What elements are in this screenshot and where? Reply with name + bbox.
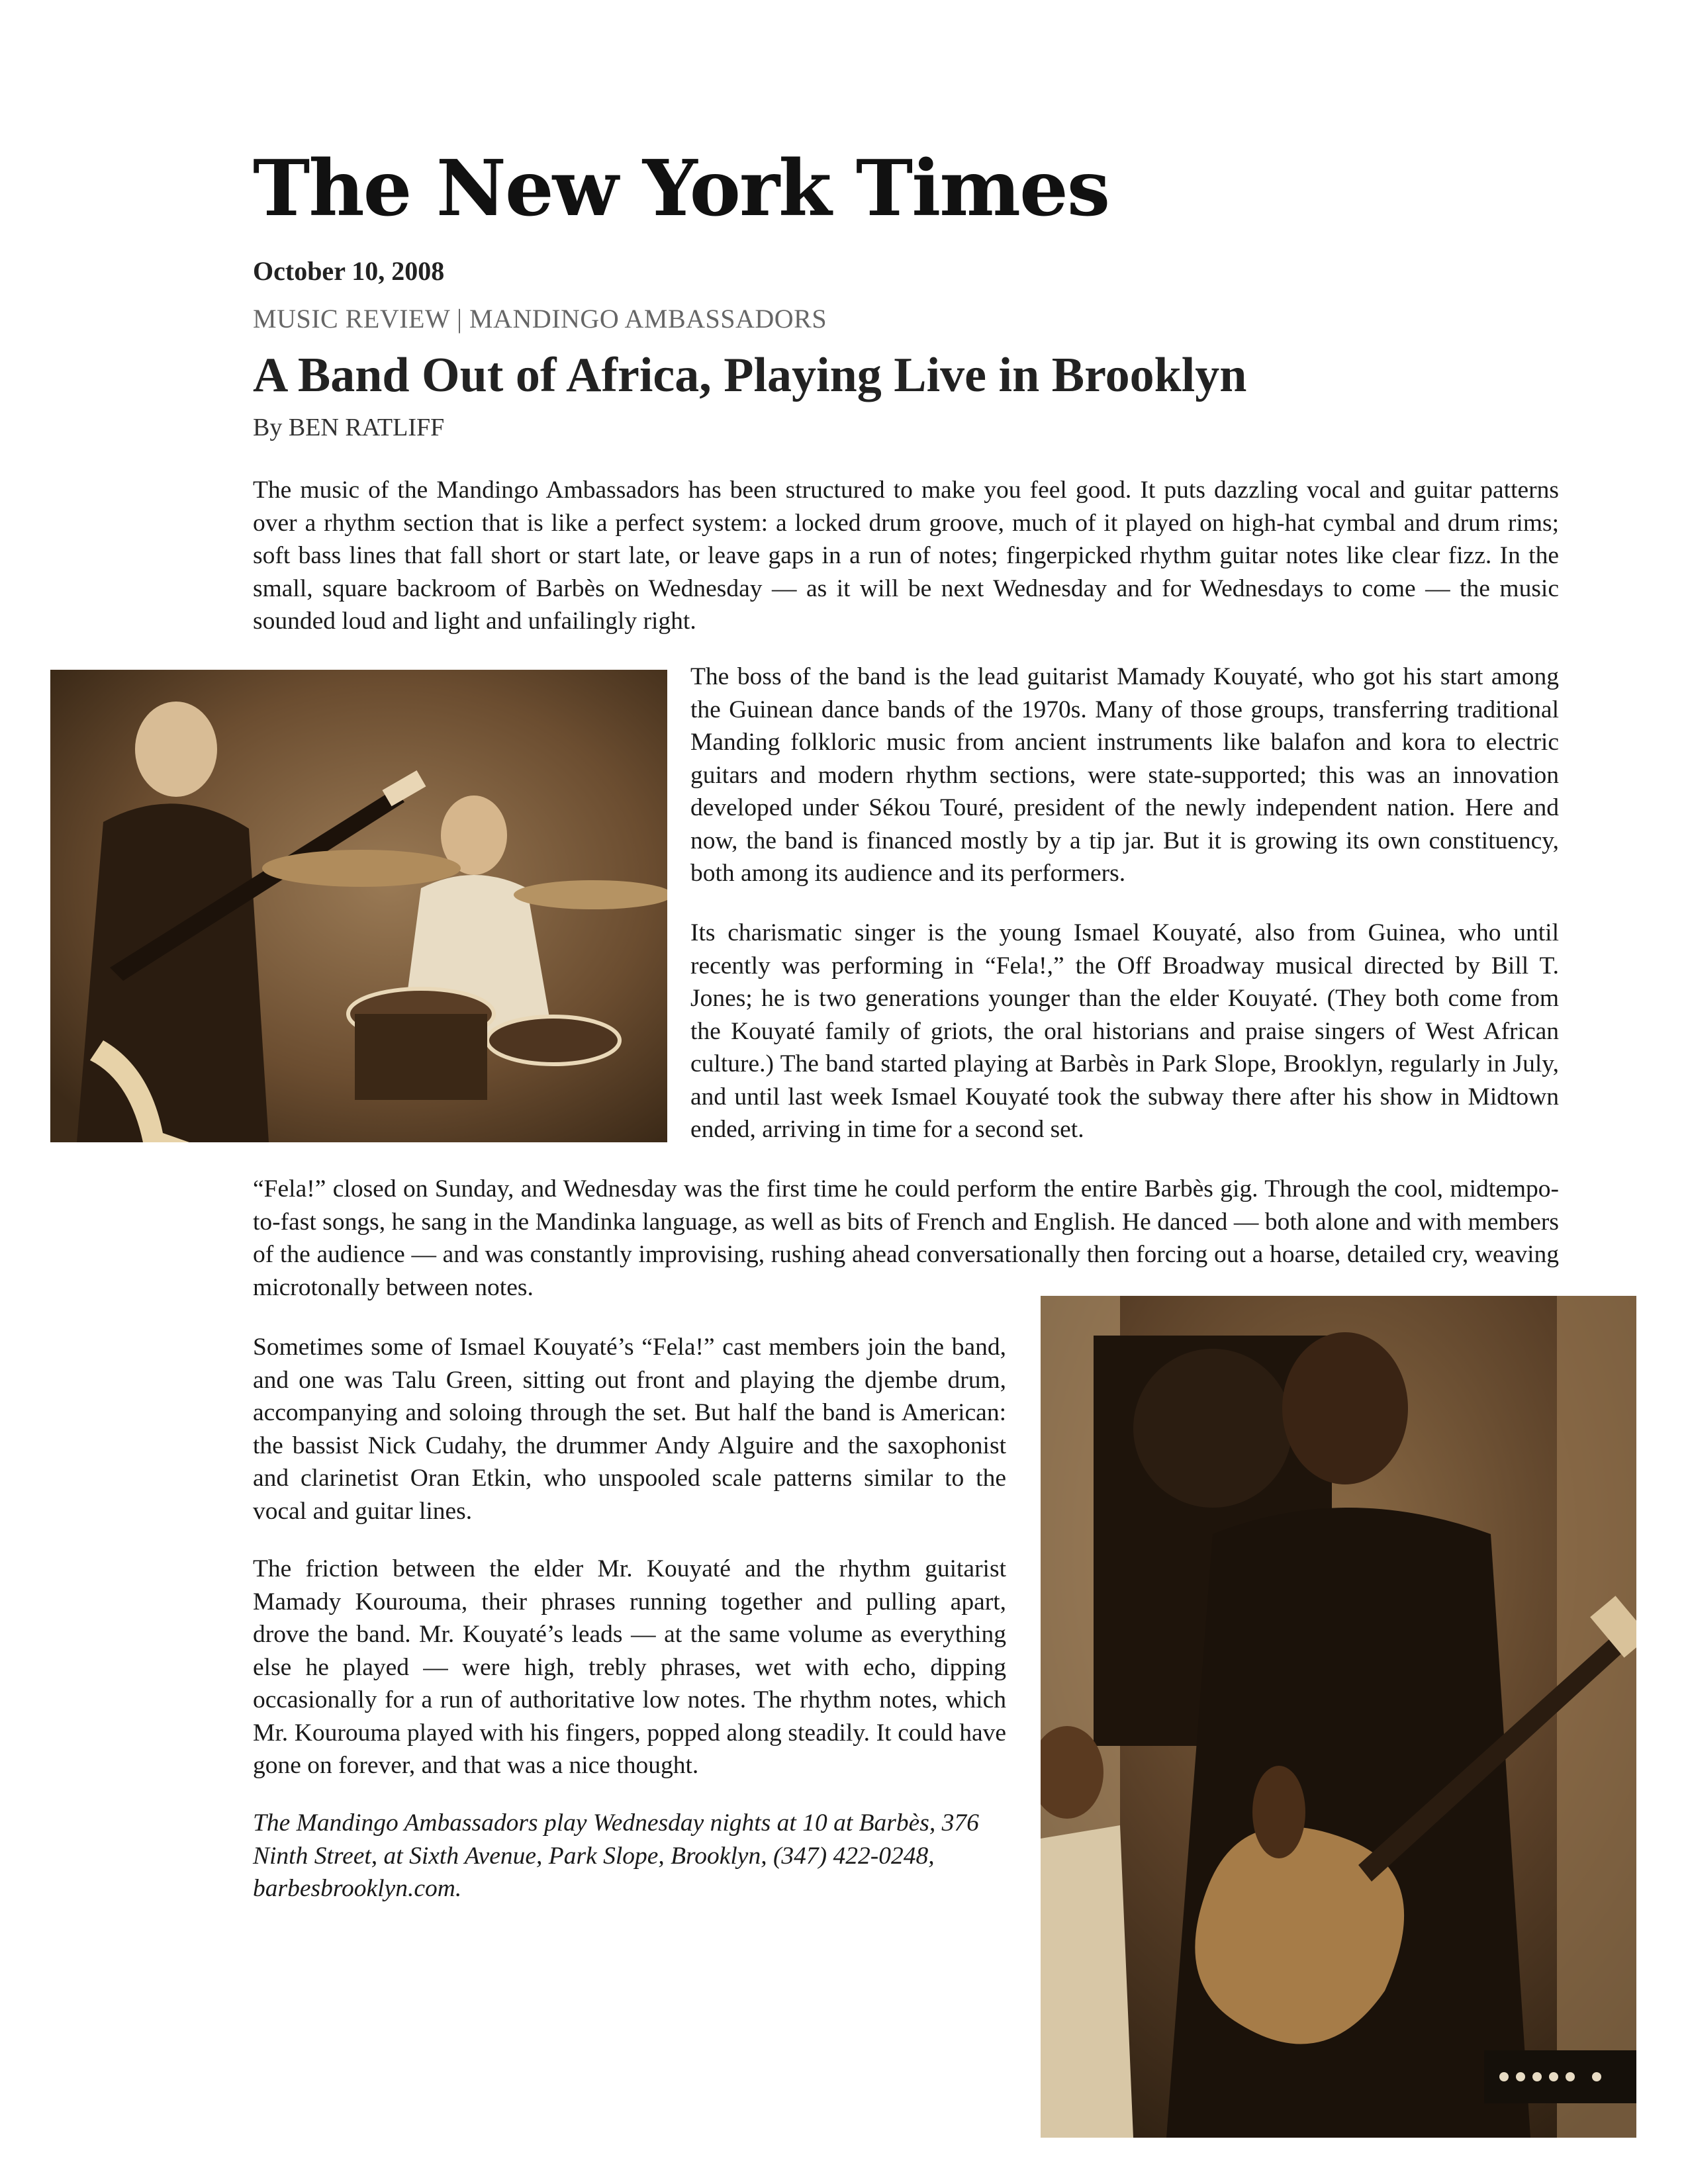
article-paragraph: The music of the Mandingo Ambassadors has been structured to make you feel good. It puts dazzling vocal and guitar patterns over a rhythm section that is like a perfect system: a locked drum groove, much of it played on high-hat cymbal and drum rims; soft bass lines that fall short or start late, or leave gaps in a run of notes; fingerpicked rhythm guitar notes like clear fizz. In the small, square backroom of Barbès on Wednesday — as it will be next Wednesday and for Wednesdays to come — the music sounded loud and light and unfailingly right.: [253, 477, 1559, 635]
band-photo-bassist-drummer: [50, 670, 667, 1142]
article-byline: By BEN RATLIFF: [253, 414, 445, 441]
article-paragraph: The friction between the elder Mr. Kouyaté and the rhythm guitarist Mamady Kourouma, their phrases running together and pulling apart, drove the band. Mr. Kouyaté’s leads — at the same volume as everything else he played — were high, trebly phrases, wet with echo, dipping occasionally for a run of authoritative low notes. The rhythm notes, which Mr. Kourouma played with his fingers, popped along steadily. It could have gone on forever, and that was a nice thought.: [253, 1555, 1006, 1779]
article-paragraph: Its charismatic singer is the young Ismael Kouyaté, also from Guinea, who until recently was performing in “Fela!,” the Off Broadway musical directed by Bill T. Jones; he is two generations younger than the elder Kouyaté. (They both come from the Kouyaté family of griots, the oral historians and praise singers of West African culture.) The band started playing at Barbès in Park Slope, Brooklyn, regularly in July, and until last week Ismael Kouyaté took the subway there after his show in Midtown ended, arriving in time for a second set.: [690, 919, 1559, 1143]
article-paragraph: “Fela!” closed on Sunday, and Wednesday was the first time he could perform the entire Barbès gig. Through the cool, midtempo-to-fast songs, he sang in the Mandinka language, as well as bits of French and English. He danced — both alone and with members of the audience — and was constantly improvising, rushing ahead conversationally then forcing out a hoarse, detailed cry, weaving microtonally between notes.: [253, 1175, 1559, 1301]
section-kicker: MUSIC REVIEW | MANDINGO AMBASSADORS: [253, 304, 827, 334]
venue-info-note: The Mandingo Ambassadors play Wednesday nights at 10 at Barbès, 376 Ninth Street, at Sixth Avenue, Park Slope, Brooklyn, (347) 422-0248, barbesbrooklyn.com.: [253, 1809, 979, 1902]
guitarist-photo: [1041, 1296, 1636, 2138]
article-paragraph: The boss of the band is the lead guitarist Mamady Kouyaté, who got his start among the Guinean dance bands of the 1970s. Many of those groups, transferring traditional Manding folkloric music from ancient instruments like balafon and kora to electric guitars and modern rhythm sections, were state-supported; this was an innovation developed under Sékou Touré, president of the newly independent nation. Here and now, the band is financed mostly by a tip jar. But it is growing its own constituency, both among its audience and its performers.: [690, 663, 1559, 887]
article-date: October 10, 2008: [253, 256, 445, 286]
newspaper-masthead: The New York Times: [253, 144, 1109, 234]
article-headline: A Band Out of Africa, Playing Live in Brooklyn: [253, 348, 1247, 402]
article-paragraph: Sometimes some of Ismael Kouyaté’s “Fela!” cast members join the band, and one was Talu Green, sitting out front and playing the djembe drum, accompanying and soloing through the set. But half the band is American: the bassist Nick Cudahy, the drummer Andy Alguire and the saxophonist and clarinetist Oran Etkin, who unspooled scale patterns similar to the vocal and guitar lines.: [253, 1334, 1006, 1525]
